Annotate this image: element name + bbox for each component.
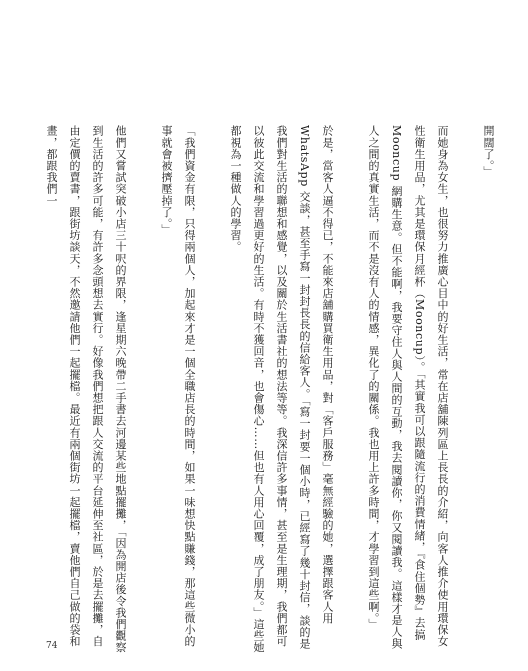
page-number: 74 — [46, 641, 58, 651]
paragraph-1: 開闊了。」 — [482, 125, 495, 178]
body-text — [40, 125, 500, 655]
paragraph-5: 他們又嘗試突破小店三十呎的界限，逢星期六晚帶二手書去河邊某些地點擺攤，「因為開店後令我們觀察到生活的許多可能，有許多念頭想去實行。好像我們想把跟人交流的平台延伸至社區，於是去擺攤，自由定價的賣書，跟街坊談天，不然邀請他們一起擺檔。最近有兩個街坊一起擺檔，賣他們自己做的袋和畫，都跟我們一 — [45, 125, 127, 654]
paragraph-4: 「我們資金有限，只得兩個人，加起來才是一個全職店長的時間，如果一味想快點賺錢，那這些微小的事就會被擠壓掉了。」 — [160, 125, 196, 647]
paragraph-3: 於是，當客人逼不得已，不能來店舖購買衛生用品，對「客戶服務」毫無經驗的她，選擇跟客人用 WhatsApp 交談，甚至手寫一封封長長的信給客人。「寫一封要一個小時，已經寫了幾十封信，談的是我們對生活的聯想和感覺，以及關於生活書社的想法等等。我深信許多事情，甚至是生理期，我們都可以彼此交流和學習過更好的生活。有時不獲回音，也會傷心……但也有人用心回覆，成了朋友。」這些她都視為一種做人的學習。 — [229, 125, 334, 654]
paragraph-2: 而她身為女生，也很努力推廣心目中的好生活，常在店舖陳列區上長長的介紹，向客人推介使用環保女性衛生用品，尤其是環保月經杯（Mooncup）。「其實我可以跟隨流行的消費情緒，『食住個勢』去搞 Mooncup 網購生意。但不能啊，我要守住人與人間的互動，我去閱讀你，你又閱讀我。這樣才是人與人之間的真實生活，而不是沒有人的情感，異化了的關係。我也用上許多時間，才學習到這些啊。」 — [367, 125, 449, 650]
